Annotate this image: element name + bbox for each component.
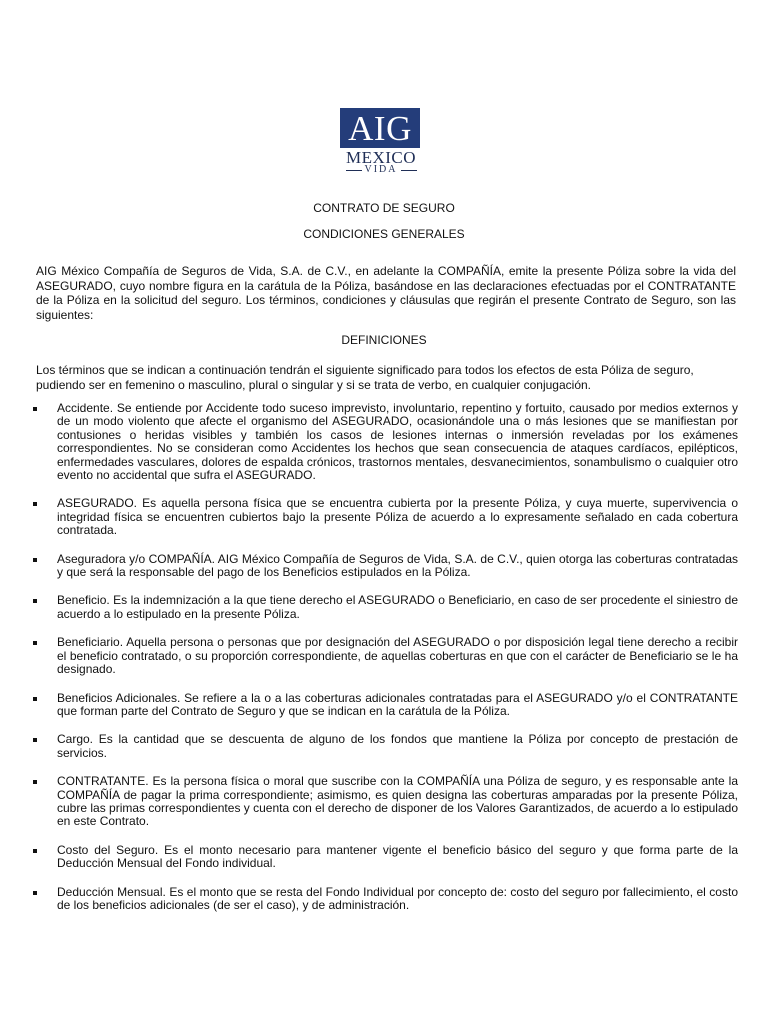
definition-item-aseguradora xyxy=(33,553,738,580)
bullet-icon xyxy=(33,407,37,411)
definition-item-costo-del-seguro xyxy=(33,844,738,871)
intro-paragraph: AIG México Compañía de Seguros de Vida, S.A. de C.V., en adelante la COMPAÑÍA, emite la presente Póliza sobre la vida del ASEGURADO, cuyo nombre figura en la carátula de la Póliza, basándose en las declaraciones efectuadas por el CONTRATANTE de la Póliza en la solicitud del seguro. Los términos, condiciones y cláusulas que regirán el presente Contrato de Seguro, son las siguientes: xyxy=(36,264,736,322)
definition-text: Accidente. Se entiende por Accidente todo suceso imprevisto, involuntario, repentino y fortuito, causado por medios externos y de un modo violento que afecte el organismo del ASEGURADO, ocasionándole una o más lesiones que se manifiestan por contusiones o heridas visibles y también los casos de lesiones internas o inmersión reveladas por los exámenes correspondientes. No se consideran como Accidentes los hechos que sean consecuencia de ataques cardíacos, epilépticos, enfermedades vasculares, dolores de espalda crónicos, trastornos mentales, desvanecimientos, sonambulismo o cualquier otro evento no accidental que sufra el ASEGURADO. xyxy=(57,401,738,483)
definition-text: Aseguradora y/o COMPAÑÍA. AIG México Compañía de Seguros de Vida, S.A. de C.V., quien otorga las coberturas contratadas y que será la responsable del pago de los Beneficios estipulados en la Póliza. xyxy=(57,551,738,580)
bullet-icon xyxy=(33,780,37,784)
logo-rule-right xyxy=(401,170,417,171)
definition-text: Costo del Seguro. Es el monto necesario para mantener vigente el beneficio básico del seguro y que forma parte de la Deducción Mensual del Fondo individual. xyxy=(57,842,738,871)
definition-item-beneficiario xyxy=(33,636,738,676)
bullet-icon xyxy=(33,697,37,701)
definition-text: ASEGURADO. Es aquella persona física que se encuentra cubierta por la presente Póliza, y cuya muerte, supervivencia o integridad física se encuentren cubiertos bajo la presente Póliza de acuerdo a lo expresamente señalado en cada cobertura contratada. xyxy=(57,496,738,538)
document-title: CONTRATO DE SEGURO xyxy=(313,201,455,215)
logo-rule-left xyxy=(346,170,362,171)
aig-logo xyxy=(340,108,422,175)
document-subtitle: CONDICIONES GENERALES xyxy=(303,227,465,241)
definition-item-deduccion-mensual xyxy=(33,886,738,913)
definition-text: Beneficio. Es la indemnización a la que tiene derecho el ASEGURADO o Beneficiario, en caso de ser procedente el siniestro de acuerdo a lo estipulado en la presente Póliza. xyxy=(57,593,738,621)
bullet-icon xyxy=(33,502,37,506)
definition-item-beneficios-adicionales xyxy=(33,692,738,719)
bullet-icon xyxy=(33,891,37,895)
definitions-list xyxy=(33,402,738,927)
definition-text: Deducción Mensual. Es el monto que se resta del Fondo Individual por concepto de: costo del seguro por fallecimiento, el costo de los beneficios adicionales (de ser el caso), y de administración. xyxy=(57,884,738,912)
definition-item-contratante xyxy=(33,775,738,829)
definition-text: Cargo. Es la cantidad que se descuenta de alguno de los fondos que mantiene la Póliza por concepto de prestación de servicios. xyxy=(57,732,738,760)
logo-brand: AIG xyxy=(340,108,420,148)
definition-item-asegurado xyxy=(33,497,738,537)
bullet-icon xyxy=(33,558,37,562)
definition-item-cargo xyxy=(33,733,738,760)
definition-text: Beneficiario. Aquella persona o personas que por designación del ASEGURADO o por disposición legal tiene derecho a recibir el beneficio contratado, o su proporción correspondiente, de aquellas coberturas en que con el carácter de Beneficiario se le ha designado. xyxy=(57,635,738,677)
bullet-icon xyxy=(33,599,37,603)
bullet-icon xyxy=(33,641,37,645)
terms-intro-paragraph: Los términos que se indican a continuación tendrán el siguiente significado para todos los efectos de esta Póliza de seguro, pudiendo ser en femenino o masculino, plural o singular y si se trata de verbo, en cualquier conjugación. xyxy=(36,363,694,392)
definition-text: Beneficios Adicionales. Se refiere a la o a las coberturas adicionales contratadas para el ASEGURADO y/o el CONTRATANTE que forman parte del Contrato de Seguro y que se indican en la carátula de la Póliza. xyxy=(57,690,738,718)
logo-sub: VIDA xyxy=(364,164,398,175)
logo-country: MEXICO xyxy=(345,148,417,167)
bullet-icon xyxy=(33,738,37,742)
section-title: DEFINICIONES xyxy=(341,333,427,347)
definition-item-beneficio xyxy=(33,594,738,621)
bullet-icon xyxy=(33,849,37,853)
definition-item-accidente xyxy=(33,402,738,482)
definition-text: CONTRATANTE. Es la persona física o moral que suscribe con la COMPAÑÍA una Póliza de seguro, y es responsable ante la COMPAÑÍA de pagar la prima correspondiente; asimismo, es quien designa las coberturas amparadas por la presente Póliza, cubre las primas correspondientes y cuenta con el derecho de disponer de los Valores Garantizados, de acuerdo a lo estipulado en este Contrato. xyxy=(57,774,738,829)
